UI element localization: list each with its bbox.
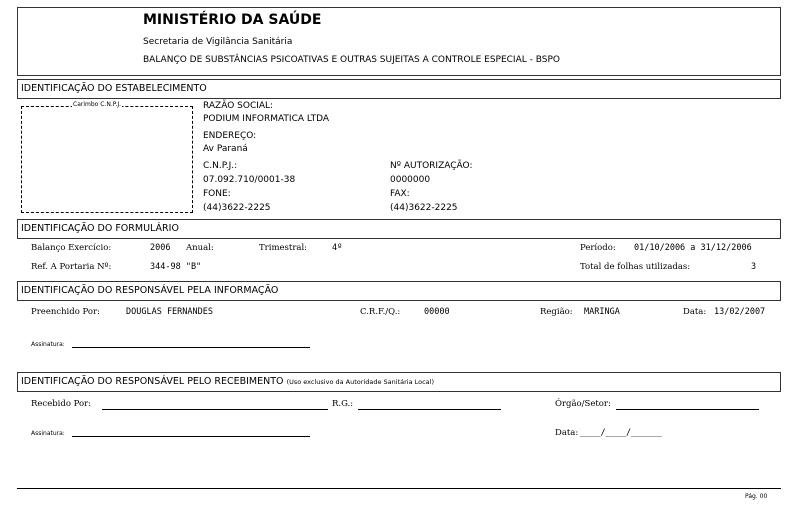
- razao-label: RAZÃO SOCIAL:: [203, 101, 274, 111]
- orgao-label: Órgão/Setor:: [555, 399, 611, 409]
- trimestral-value: 4º: [332, 243, 343, 253]
- razao-value: PODIUM INFORMATICA LTDA: [203, 114, 330, 124]
- footer-line: [17, 488, 781, 489]
- assinatura-info-line: [72, 347, 310, 348]
- folhas-label: Total de folhas utilizadas:: [580, 262, 691, 272]
- rg-line: [358, 409, 501, 410]
- data-receb-label: Data:: [555, 428, 579, 438]
- rg-label: R.G.:: [332, 399, 354, 409]
- endereco-label: ENDEREÇO:: [203, 131, 257, 141]
- fax-value: (44)3622-2225: [390, 203, 458, 213]
- cnpj-label: C.N.P.J.:: [203, 161, 238, 171]
- header-box: [17, 7, 781, 76]
- anual-label: Anual:: [186, 243, 214, 253]
- assinatura-receb-label: Assinatura:: [31, 430, 65, 437]
- section-recebimento-label: IDENTIFICAÇÃO DO RESPONSÁVEL PELO RECEBIMENTO: [21, 376, 284, 387]
- crf-label: C.R.F./Q.:: [360, 307, 401, 317]
- balanco-value: 2006: [150, 243, 171, 253]
- section-responsavel-info-title: IDENTIFICAÇÃO DO RESPONSÁVEL PELA INFORMAÇÃO: [17, 281, 781, 301]
- fax-label: FAX:: [390, 189, 410, 199]
- page-title: MINISTÉRIO DA SAÚDE: [143, 12, 322, 28]
- assinatura-info-label: Assinatura:: [31, 341, 65, 348]
- stamp-label: Carimbo C.N.P.J.: [73, 101, 121, 108]
- assinatura-receb-line: [72, 436, 310, 437]
- portaria-value: 344-98 "B": [150, 262, 202, 272]
- endereco-value: Av Paraná: [203, 144, 248, 154]
- periodo-label: Período:: [580, 243, 616, 253]
- data-label: Data:: [683, 307, 707, 317]
- cnpj-value: 07.092.710/0001-38: [203, 175, 296, 185]
- autorizacao-value: 0000000: [390, 175, 431, 185]
- trimestral-label: Trimestral:: [259, 243, 308, 253]
- recebido-line: [102, 409, 328, 410]
- folhas-value: 3: [751, 262, 757, 272]
- orgao-line: [616, 409, 759, 410]
- portaria-label: Ref. A Portaria Nº:: [31, 262, 112, 272]
- data-value: 13/02/2007: [714, 307, 766, 317]
- regiao-label: Região:: [540, 307, 573, 317]
- fone-value: (44)3622-2225: [203, 203, 271, 213]
- page-subtitle: Secretaria de Vigilância Sanitária: [143, 37, 293, 47]
- preenchido-label: Preenchido Por:: [31, 307, 100, 317]
- section-recebimento-title: [17, 372, 781, 392]
- crf-value: 00000: [424, 307, 450, 317]
- periodo-value: 01/10/2006 a 31/12/2006: [634, 243, 752, 253]
- stamp-area: [21, 106, 193, 213]
- page-number: Pág. 00: [745, 493, 768, 500]
- recebido-label: Recebido Por:: [31, 399, 92, 409]
- preenchido-value: DOUGLAS FERNANDES: [126, 307, 213, 317]
- fone-label: FONE:: [203, 189, 231, 199]
- data-receb-blank: ____/____/______: [580, 428, 662, 438]
- page-description: BALANÇO DE SUBSTÂNCIAS PSICOATIVAS E OUTRAS SUJEITAS A CONTROLE ESPECIAL - BSPO: [143, 55, 560, 65]
- section-estabelecimento-title: IDENTIFICAÇÃO DO ESTABELECIMENTO: [17, 79, 781, 99]
- regiao-value: MARINGA: [584, 307, 620, 317]
- section-formulario-title: IDENTIFICAÇÃO DO FORMULÁRIO: [17, 219, 781, 239]
- balanco-label: Balanço Exercício:: [31, 243, 112, 253]
- section-recebimento-note: (Uso exclusivo da Autoridade Sanitária Local): [286, 378, 435, 386]
- autorizacao-label: Nº AUTORIZAÇÃO:: [390, 161, 473, 171]
